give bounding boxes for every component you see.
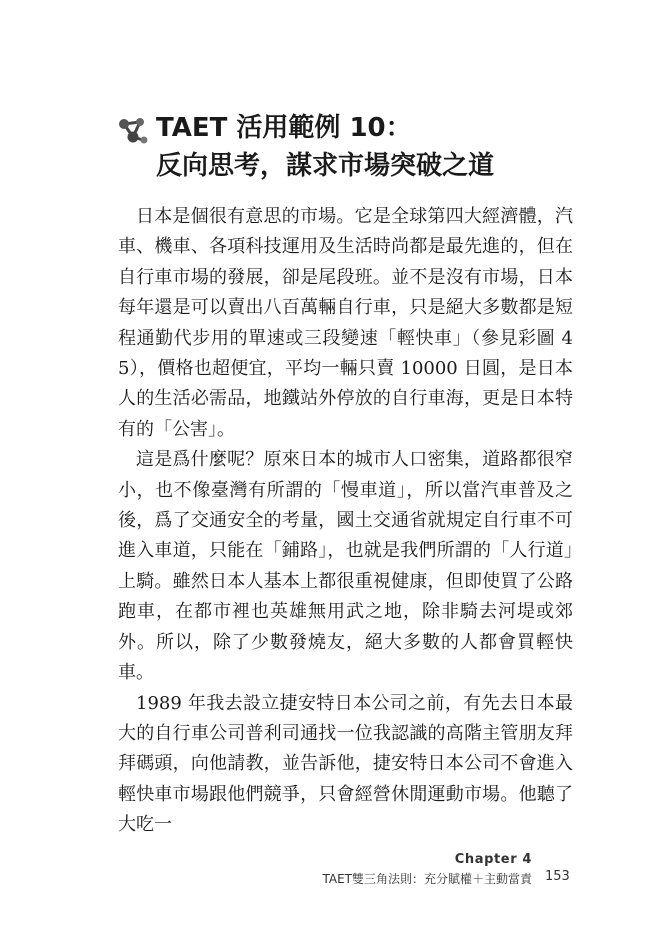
heading-title: TAET 活用範例 10： bbox=[156, 113, 412, 143]
paragraph-3: 1989 年我去設立捷安特日本公司之前，有先去日本最大的自行車公司普利司通找一位我認識的高階主管朋友拜拜碼頭，向他請教，並告訴他，捷安特日本公司不會進入輕快車市場跟他們競爭，只會經營休閒運動市場。他聽了大吃一 bbox=[118, 692, 573, 836]
heading-subtitle: 反向思考，謀求市場突破之道 bbox=[156, 151, 495, 181]
footer-chapter: Chapter 4 bbox=[454, 852, 532, 867]
footer-series-title: TAET雙三角法則：充分賦權＋主動當責 bbox=[322, 872, 532, 886]
page-number: 153 bbox=[545, 869, 570, 884]
molecule-icon bbox=[118, 116, 148, 144]
body-text bbox=[118, 202, 573, 841]
paragraph-2: 這是爲什麼呢？原來日本的城市人口密集，道路都很窄小，也不像臺灣有所謂的「慢車道」，所以當汽車普及之後，爲了交通安全的考量，國土交通省就規定自行車不可進入車道，只能在「鋪路」，也就是我們所謂的「人行道」上騎。雖然日本人基本上都很重視健康，但即使買了公路跑車，在都市裡也英雄無用武之地，除非騎去河堤或郊外。所以，除了少數發燒友，絕大多數的人都會買輕快車。 bbox=[118, 449, 573, 684]
paragraph-1: 日本是個很有意思的市場。它是全球第四大經濟體，汽車、機車、各項科技運用及生活時尚都是最先進的，但在自行車市場的發展，卻是尾段班。並不是沒有市場，日本每年還是可以賣出八百萬輛自行車，只是絕大多數都是短程通勤代步用的單速或三段變速「輕快車」（參見彩圖 45），價格也超便宜，平均一輛只賣 10000 日圓，是日本人的生活必需品，地鐵站外停放的自行車海，更是日本特有的「公害」。 bbox=[118, 206, 573, 440]
